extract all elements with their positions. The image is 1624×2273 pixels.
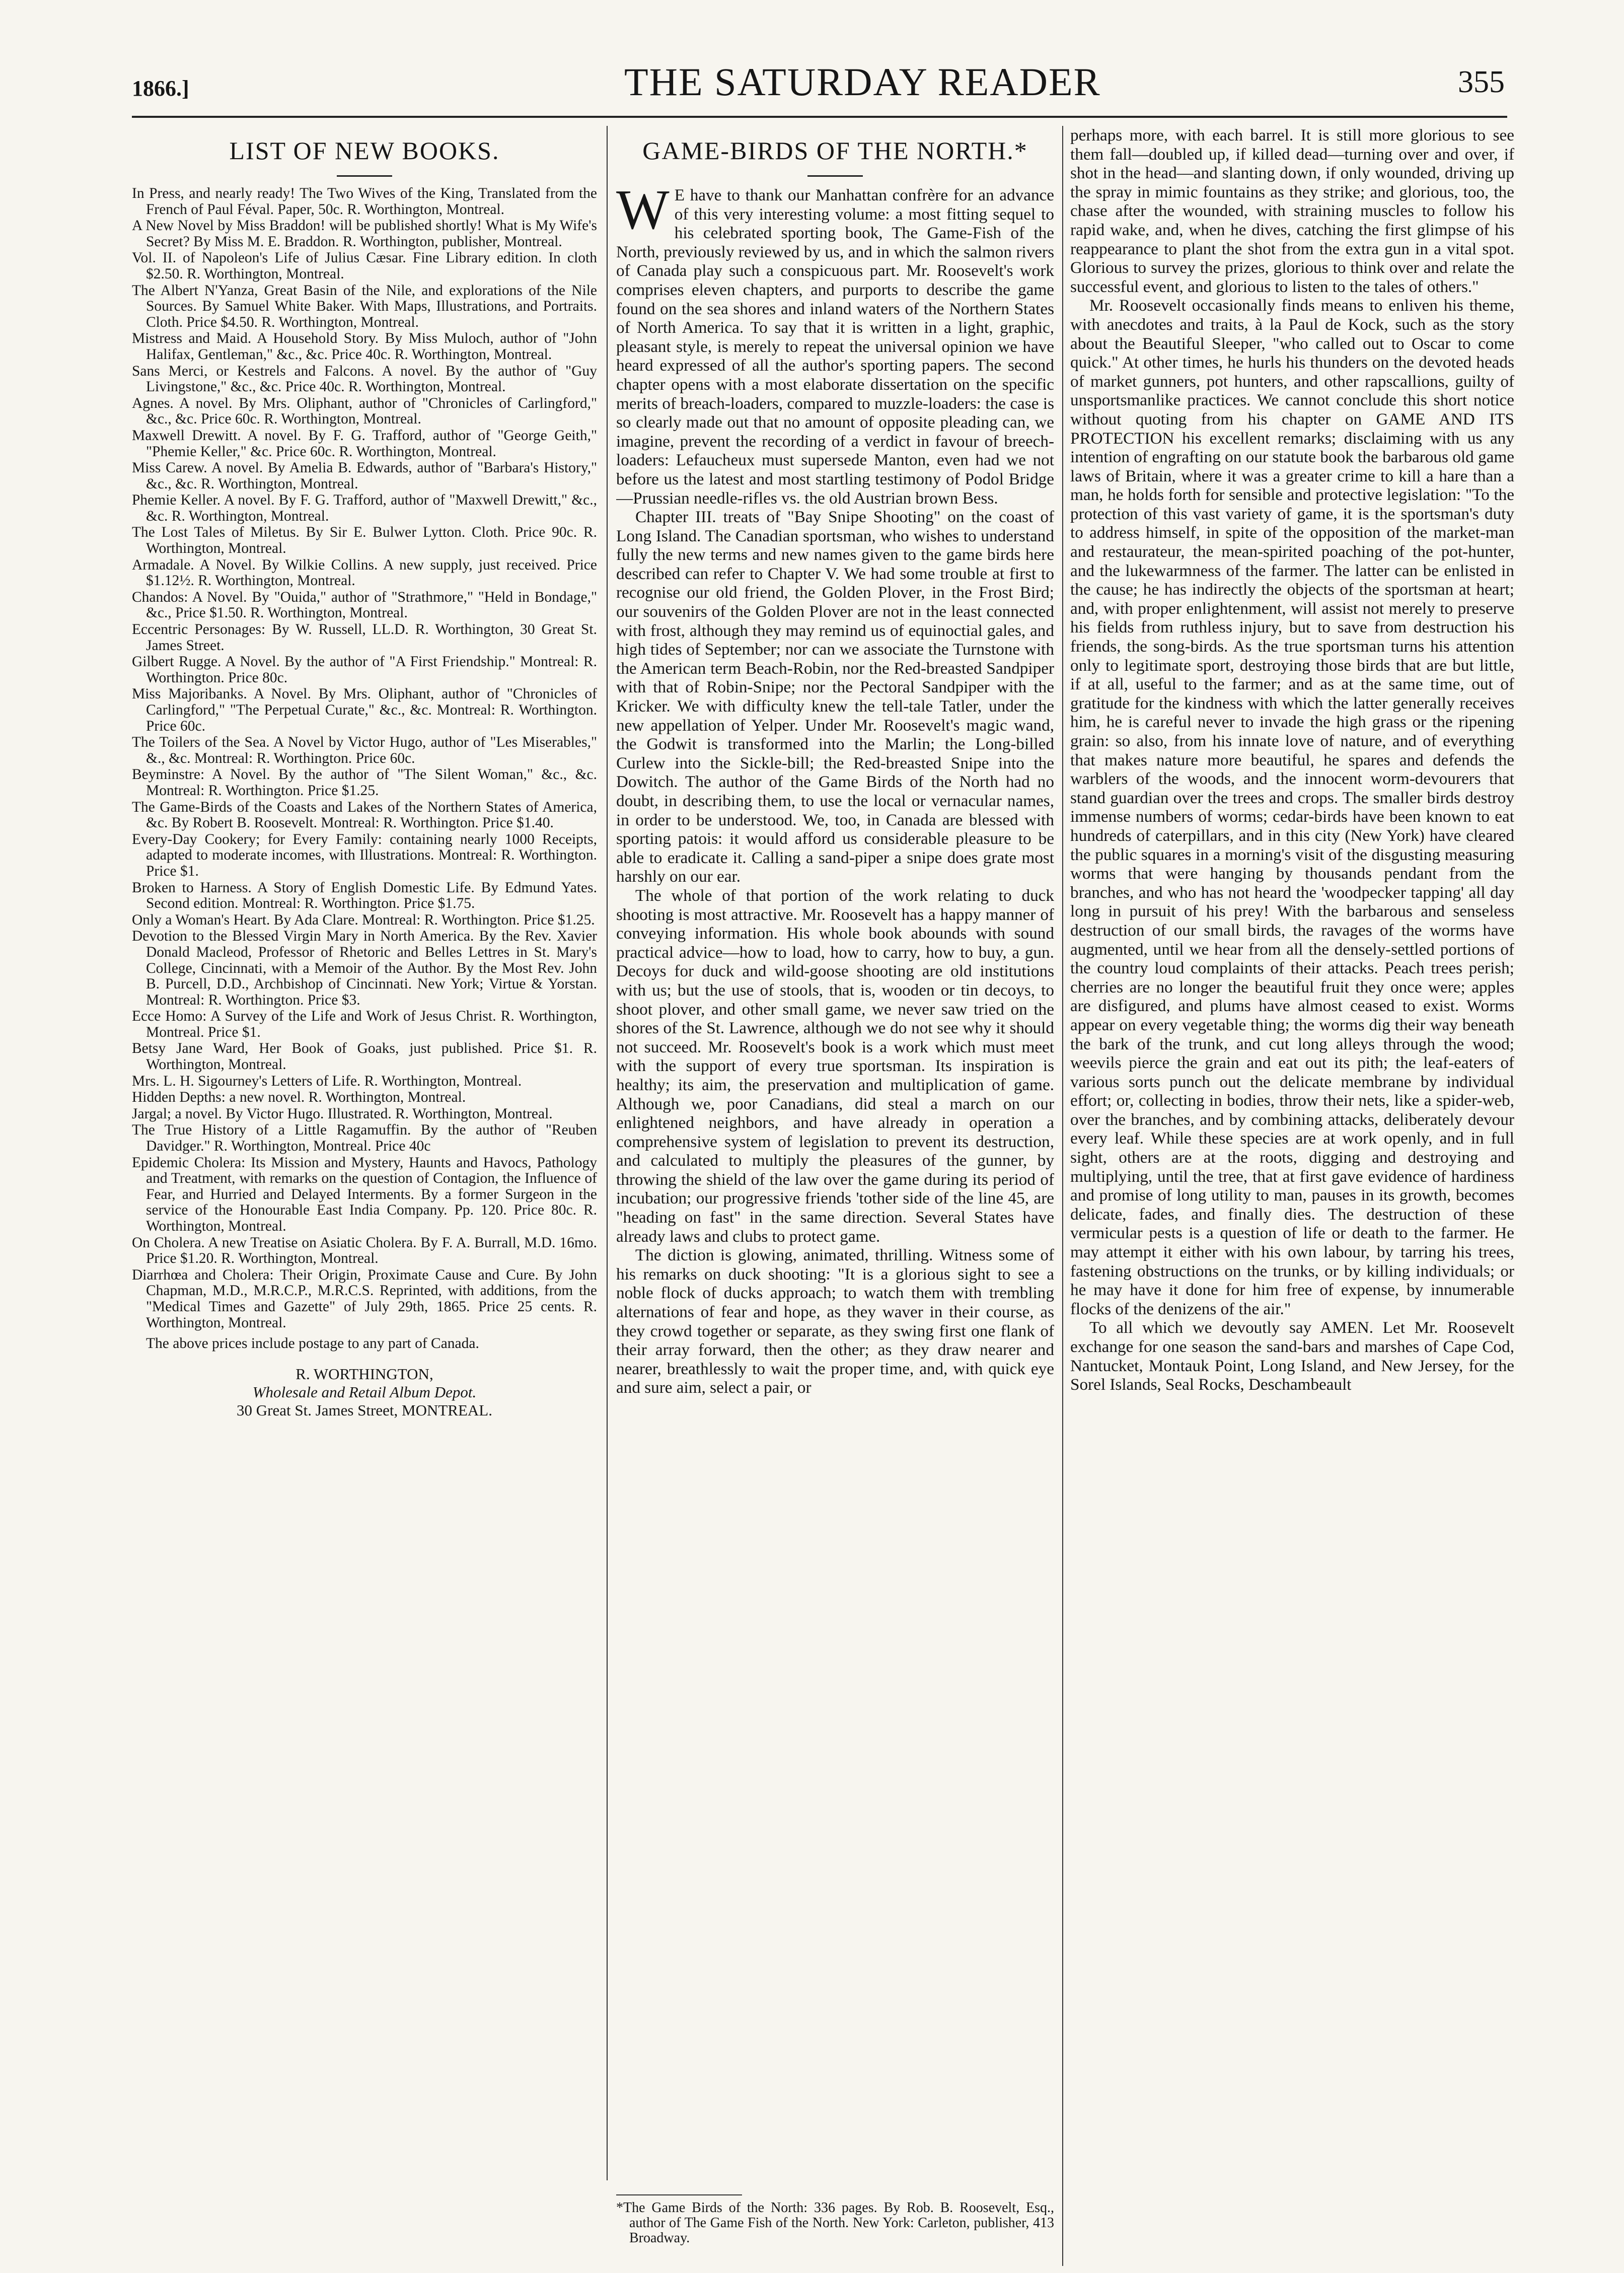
book-entry: Devotion to the Blessed Virgin Mary in North America. By the Rev. Xavier Donald Macleod, Professor of Rhetoric and Belles Lettres in St. Mary's College, Cincinnati, with a Memoir of the Author. By the Most Rev. John B. Purcell, D.D., Archbishop of Cincinnati. New York; Virtue & Yorstan. Montreal: R. Worthington. Price $3. xyxy=(132,928,597,1008)
book-entry: Chandos: A Novel. By "Ouida," author of "Strathmore," "Held in Bondage," &c., Price $1.50. R. Worthington, Montreal. xyxy=(132,589,597,621)
book-entry: Broken to Harness. A Story of English Domestic Life. By Edmund Yates. Second edition. Montreal: R. Worthington. Price $1.75. xyxy=(132,879,597,912)
book-entry: Gilbert Rugge. A Novel. By the author of "A First Friendship." Montreal: R. Worthington. Price 80c. xyxy=(132,654,597,686)
book-entry: Only a Woman's Heart. By Ada Clare. Montreal: R. Worthington. Price $1.25. xyxy=(132,911,595,928)
article-paragraph: Mr. Roosevelt occasionally finds means to enliven his theme, with anecdotes and traits, à la Paul de Kock, such as the story about the Beautiful Sleeper, "who called out to Oscar to come quick." At other times, he hurls his thunders on the devoted heads of market gunners, pot hunters, and other rapscallions, guilty of unsportsmanlike practices. We cannot conclude this short notice without quoting from his chapter on GAME AND ITS PROTECTION his excellent remarks; disclaiming with us any intention of engrafting on our statute book the barbarous old game laws of Britain, where it was a greater crime to kill a hare than a man, he holds forth for sensible and protective legislation: "To the protection of this vast variety of game, it is the sportsman's duty to address himself, in spite of the opposition of the market-man and restaurateur, the mean-spirited poaching of the pot-hunter, and the lukewarmness of the farmer. The latter can be enlisted in the cause; he has indirectly the objects of the sportsman at heart; and, with proper enlightenment, will assist not merely to preserve his fields from ruthless injury, but to save from destruction his friends, the song-birds. As the true sportsman turns his attention only to legitimate sport, destroying those birds that are but little, if at all, useful to the farmer; and as at the same time, out of gratitude for the kindness with which the latter generally receives him, he is careful never to invade the high grass or the ripening grain: so also, from his innate love of nature, and of everything that makes nature more beautiful, he spares and defends the warblers of the woods, and the innocent worm-devourers that stand guardian over the trees and crops. The smaller birds destroy immense numbers of worms; cedar-birds have been known to eat hundreds of caterpillars, and in this city (New York) have cleared the public squares in a morning's visit of the disgusting measuring worms that were hanging by thousands pendant from the branches, and who has not heard the 'woodpecker tapping' all day long in pursuit of his prey! With the barbarous and senseless destruction of our small birds, the ravages of the worms have augmented, until we hear from all the densely-settled portions of the country loud complaints of their attacks. Peach trees perish; cherries are no longer the beautiful fruit they once were; apples are disfigured, and plums have almost ceased to exist. Worms appear on every vegetable thing; the worms dig their way beneath the bark of the trunk, and cut long alleys through the wood; weevils pierce the grain and eat out its pith; the leaf-eaters of various sorts punch out the delicate membrane by individual effort; or, collecting in bodies, throw their nets, like a spider-web, over the branches, and by combining attacks, deliberately devour every leaf. While these species are at work openly, and in full sight, others are at the roots, digging and destroying and multiplying, until the tree, that at first gave evidence of hardiness and promise of long utility to man, pauses in its growth, becomes delicate, fades, and finally dies. The destruction of these vermicular pests is a question of life or death to the farmer. He may attempt it either with his own labour, by tarring his trees, fastening obstructions on the trunks, or by killing individuals; or he may have it done for him free of expense, by innumerable flocks of the denizens of the air." xyxy=(1070,296,1514,1318)
footnote-block xyxy=(616,2187,1054,2246)
book-entry: Epidemic Cholera: Its Mission and Mystery, Haunts and Havocs, Pathology and Treatment, with remarks on the question of Contagion, the Influence of Fear, and Hurried and Delayed Interments. By a former Surgeon in the service of the Honourable East India Company. Pp. 120. Price 80c. R. Worthington, Montreal. xyxy=(132,1154,597,1234)
book-entry: Mistress and Maid. A Household Story. By Miss Muloch, author of "John Halifax, Gentleman," &c., &c. Price 40c. R. Worthington, Montreal. xyxy=(132,330,597,363)
book-entry: Ecce Homo: A Survey of the Life and Work of Jesus Christ. R. Worthington, Montreal. Price $1. xyxy=(132,1008,597,1040)
book-entry: Diarrhœa and Cholera: Their Origin, Proximate Cause and Cure. By John Chapman, M.D., M.R.C.P., M.R.C.S. Reprinted, with additions, from the "Medical Times and Gazette" of July 29th, 1865. Price 25 cents. R. Worthington, Montreal. xyxy=(132,1266,597,1331)
books-column xyxy=(132,126,597,2180)
publisher-name: R. WORTHINGTON, xyxy=(296,1365,433,1383)
masthead-title: THE SATURDAY READER xyxy=(624,60,1101,104)
book-entry: Armadale. A Novel. By Wilkie Collins. A new supply, just received. Price $1.12½. R. Worthington, Montreal. xyxy=(132,556,597,589)
issue-year: 1866.] xyxy=(132,76,189,101)
footnote-rule xyxy=(616,2194,742,2195)
drop-cap: W xyxy=(616,186,670,241)
footnote: *The Game Birds of the North: 336 pages. By Rob. B. Roosevelt, Esq., author of The Game Fish of the North. New York: Carleton, publisher, 413 Broadway. xyxy=(616,2200,1054,2246)
book-entry: Maxwell Drewitt. A novel. By F. G. Trafford, author of "George Geith," "Phemie Keller," &c. Price 60c. R. Worthington, Montreal. xyxy=(132,427,597,460)
book-entry: Eccentric Personages: By W. Russell, LL.D. R. Worthington, 30 Great St. James Street. xyxy=(132,621,597,654)
article-paragraph: To all which we devoutly say AMEN. Let Mr. Roosevelt exchange for one season the sand-bars and marshes of Cape Cod, Nantucket, Montauk Point, Long Island, and New Jersey, for the Sorel Islands, Seal Rocks, Deschambeault xyxy=(1070,1318,1514,1394)
book-entry: On Cholera. A new Treatise on Asiatic Cholera. By F. A. Burrall, M.D. 16mo. Price $1.20. R. Worthington, Montreal. xyxy=(132,1234,597,1267)
book-entry: Phemie Keller. A novel. By F. G. Trafford, author of "Maxwell Drewitt," &c., &c. R. Worthington, Montreal. xyxy=(132,492,597,524)
article-column-1 xyxy=(616,126,1054,2266)
article-body-continued xyxy=(1070,126,1514,2246)
publisher-address: 30 Great St. James Street, MONTREAL. xyxy=(237,1401,492,1419)
book-entry: The Game-Birds of the Coasts and Lakes of the Northern States of America, &c. By Robert B. Roosevelt. Montreal: R. Worthington. Price $1.40. xyxy=(132,799,597,831)
publisher-imprint xyxy=(132,1365,597,1419)
book-entry: The Toilers of the Sea. A Novel by Victor Hugo, author of "Les Miserables," &., &c. Montreal: R. Worthington. Price 60c. xyxy=(132,734,597,766)
book-entry: Vol. II. of Napoleon's Life of Julius Cæsar. Fine Library edition. In cloth $2.50. R. Worthington, Montreal. xyxy=(132,250,597,282)
book-entry: Miss Majoribanks. A Novel. By Mrs. Oliphant, author of "Chronicles of Carlingford," "The Perpetual Curate," &c., &c. Montreal: R. Worthington. Price 60c. xyxy=(132,686,597,734)
book-list xyxy=(132,186,597,1352)
title-dash xyxy=(807,175,863,177)
article-title: GAME-BIRDS OF THE NORTH.* xyxy=(642,136,1028,165)
article-body xyxy=(616,186,1054,2029)
book-entry: Betsy Jane Ward, Her Book of Goaks, just published. Price $1. R. Worthington, Montreal. xyxy=(132,1040,597,1073)
book-entry: The Lost Tales of Miletus. By Sir E. Bulwer Lytton. Cloth. Price 90c. R. Worthington, Montreal. xyxy=(132,524,597,557)
header-rule xyxy=(132,116,1507,118)
book-entry: The Albert N'Yanza, Great Basin of the Nile, and explorations of the Nile Sources. By Samuel White Baker. With Maps, Illustrations, and Portraits. Cloth. Price $4.50. R. Worthington, Montreal. xyxy=(132,282,597,330)
book-entry: Agnes. A novel. By Mrs. Oliphant, author of "Chronicles of Carlingford," &c., &c. Price 60c. R. Worthington, Montreal. xyxy=(132,395,597,428)
article-column-2 xyxy=(1070,126,1514,2266)
postage-note: The above prices include postage to any part of Canada. xyxy=(146,1335,479,1352)
book-entry: A New Novel by Miss Braddon! will be published shortly! What is My Wife's Secret? By Miss M. E. Braddon. R. Worthington, publisher, Montreal. xyxy=(132,218,597,250)
book-entry: Mrs. L. H. Sigourney's Letters of Life. R. Worthington, Montreal. xyxy=(132,1073,522,1089)
book-entry: Miss Carew. A novel. By Amelia B. Edwards, author of "Barbara's History," &c., &c. R. Worthington, Montreal. xyxy=(132,460,597,492)
book-entry: Jargal; a novel. By Victor Hugo. Illustrated. R. Worthington, Montreal. xyxy=(132,1105,553,1122)
article-paragraph: Chapter III. treats of "Bay Snipe Shooting" on the coast of Long Island. The Canadian sportsman, who wishes to understand fully the new terms and new names given to the game birds here described can refer to Chapter V. We had some trouble at first to recognise our old friend, the Golden Plover, in the Frost Bird; our souvenirs of the Golden Plover are not in the least connected with frost, although they may remind us of equinoctial gales, and high tides of September; nor can we associate the Turnstone with the American term Beach-Robin, nor the Red-breasted Sandpiper with that of Robin-Snipe; nor the Pectoral Sandpiper with the Kricker. We with difficulty knew the tell-tale Tatler, under the new appellation of Yelper. Under Mr. Roosevelt's magic wand, the Godwit is transformed into the Marlin; the Long-billed Curlew into the Sickle-bill; the Red-breasted Snipe into the Dowitch. The author of the Game Birds of the North had no doubt, in describing them, to use the local or vernacular names, in order to be understood. We, too, in Canada are blessed with sporting patois: it would afford us considerable pleasure to be able to eradicate it. Calling a sand-piper a snipe does grate most harshly on our ear. xyxy=(616,508,1054,886)
book-entry: Hidden Depths: a new novel. R. Worthington, Montreal. xyxy=(132,1089,466,1106)
books-section-title: LIST OF NEW BOOKS. xyxy=(229,136,500,165)
article-paragraph: perhaps more, with each barrel. It is still more glorious to see them fall—doubled up, if killed dead—turning over and over, if shot in the head—and slanting down, if only wounded, driving up the spray in mimic fountains as they strike; and glorious, too, the chase after the wounded, with straining muscles to follow his rapid wake, and, when he dives, catching the first glimpse of his reappearance to plant the shot from the extra gun in a vital spot. Glorious to survey the prizes, glorious to think over and relate the successful event, and glorious to listen to the tales of others." xyxy=(1070,126,1514,296)
article-paragraph: The whole of that portion of the work relating to duck shooting is most attractive. Mr. Roosevelt has a happy manner of conveying information. His whole book abounds with sound practical advice—how to load, how to carry, how to buy, a gun. Decoys for duck and wild-goose shooting are old institutions with us; but the use of stools, that is, wooden or tin decoys, to shoot plover, and other small game, we never saw tried on the shores of the St. Lawrence, although we do not see why it should not succeed. Mr. Roosevelt's book is a work which must meet with the support of every true sportsman. Its inspiration is healthy; its aim, the preservation and multiplication of game. Although we, poor Canadians, did steal a march on our enlightened neighbors, and have already in operation a comprehensive system of legislation to prevent its destruction, and calculated to multiply the pleasures of the gunner, by throwing the shield of the law over the game during its period of incubation; our progressive friends 'tother side of the line 45, are "heading on fast" in the same direction. Several States have already laws and clubs to protect game. xyxy=(616,886,1054,1246)
column-divider xyxy=(1062,126,1063,2266)
book-entry: The True History of a Little Ragamuffin. By the author of "Reuben Davidger." R. Worthington, Montreal. Price 40c xyxy=(132,1122,597,1155)
paragraph-text: E have to thank our Manhattan confrère for an advance of this very interesting volume: a most fitting sequel to his celebrated sporting book, The Game-Fish of the North, previously reviewed by us, and in which the salmon rivers of Canada play such a conspicuous part. Mr. Roosevelt's work comprises eleven chapters, and purports to describe the game found on the sea shores and inland waters of the Northern States of North America. To say that it is written in a light, graphic, pleasant style, is merely to repeat the universal opinion we have heard expressed of all the author's sporting papers. The second chapter opens with a most elaborate dissertation on the specific merits of breach-loaders, compared to muzzle-loaders: the case is so clearly made out that no amount of opposite pleading can, we imagine, prevent the recording of a verdict in favour of breech-loaders: Lefaucheux must supersede Manton, even had we not before us the latest and most startling testimony of Podol Bridge—Prussian needle-rifles vs. the old Austrian brown Bess. xyxy=(616,186,1054,508)
book-entry: In Press, and nearly ready! The Two Wives of the King, Translated from the French of Paul Féval. Paper, 50c. R. Worthington, Montreal. xyxy=(132,185,597,218)
publisher-description: Wholesale and Retail Album Depot. xyxy=(252,1383,477,1401)
column-divider xyxy=(607,126,608,2180)
article-paragraph xyxy=(616,186,1054,508)
book-entry: Every-Day Cookery; for Every Family: containing nearly 1000 Receipts, adapted to moderate incomes, with Illustrations. Montreal: R. Worthington. Price $1. xyxy=(132,831,597,879)
book-entry: Sans Merci, or Kestrels and Falcons. A novel. By the author of "Guy Livingstone," &c., &c. Price 40c. R. Worthington, Montreal. xyxy=(132,363,597,395)
article-paragraph: The diction is glowing, animated, thrilling. Witness some of his remarks on duck shooting: "It is a glorious sight to see a noble flock of ducks approach; to watch them with trembling alternations of fear and hope, as they waver in their course, as they crowd together or separate, as they swing first one flank of their array forward, then the other; as they draw nearer and nearer, breathlessly to wait the proper time, and, with quick eye and sure aim, select a pair, or xyxy=(616,1246,1054,1397)
book-entry: Beyminstre: A Novel. By the author of "The Silent Woman," &c., &c. Montreal: R. Worthington. Price $1.25. xyxy=(132,766,597,799)
page-number: 355 xyxy=(1458,65,1505,99)
title-dash xyxy=(337,175,392,177)
